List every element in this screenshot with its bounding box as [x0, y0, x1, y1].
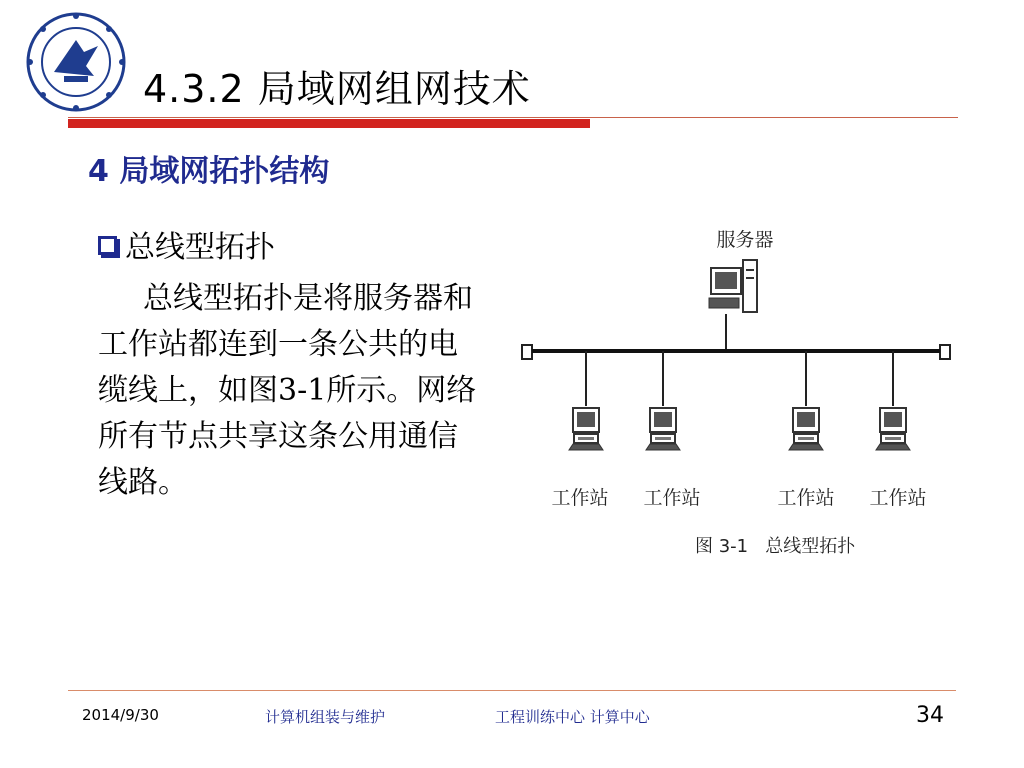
workstation-label: 工作站	[551, 487, 609, 509]
square-bullet-icon	[98, 236, 117, 255]
footer-divider	[68, 690, 956, 691]
workstation-label: 工作站	[777, 487, 835, 509]
workstation-label: 工作站	[869, 487, 927, 509]
training-center-logo-icon	[24, 10, 128, 114]
bus-terminator-right	[940, 345, 950, 359]
footer-course: 计算机组装与维护	[265, 708, 386, 726]
workstation-3	[777, 351, 834, 509]
bullet-item	[98, 222, 275, 266]
figure-caption: 图 3-1 总线型拓扑	[695, 536, 856, 557]
workstation-computer-icon	[876, 408, 910, 450]
workstation-label: 工作站	[643, 487, 701, 509]
title-divider-thin	[68, 117, 958, 118]
workstation-computer-icon	[789, 408, 823, 450]
server-label: 服务器	[716, 229, 774, 251]
workstation-computer-icon	[646, 408, 680, 450]
server-computer-icon	[709, 260, 757, 312]
page-number: 34	[916, 703, 944, 728]
slide-title: 4.3.2 局域网组网技术	[143, 67, 531, 111]
bus-topology-diagram	[510, 210, 960, 570]
footer-date: 2014/9/30	[82, 706, 159, 724]
footer-organization: 工程训练中心 计算中心	[495, 708, 650, 726]
workstation-2	[643, 351, 700, 509]
workstation-computer-icon	[569, 408, 603, 450]
bus-terminator-left	[522, 345, 532, 359]
section-heading: 4 局域网拓扑结构	[88, 154, 330, 189]
title-divider-red	[68, 119, 590, 128]
workstation-1	[551, 351, 608, 509]
workstation-4	[869, 351, 926, 509]
bullet-text: 总线型拓扑	[125, 230, 275, 265]
body-paragraph: 总线型拓扑是将服务器和工作站都连到一条公共的电缆线上，如图3-1所示。网络所有节点共享这条公用通信线路。	[98, 281, 477, 500]
